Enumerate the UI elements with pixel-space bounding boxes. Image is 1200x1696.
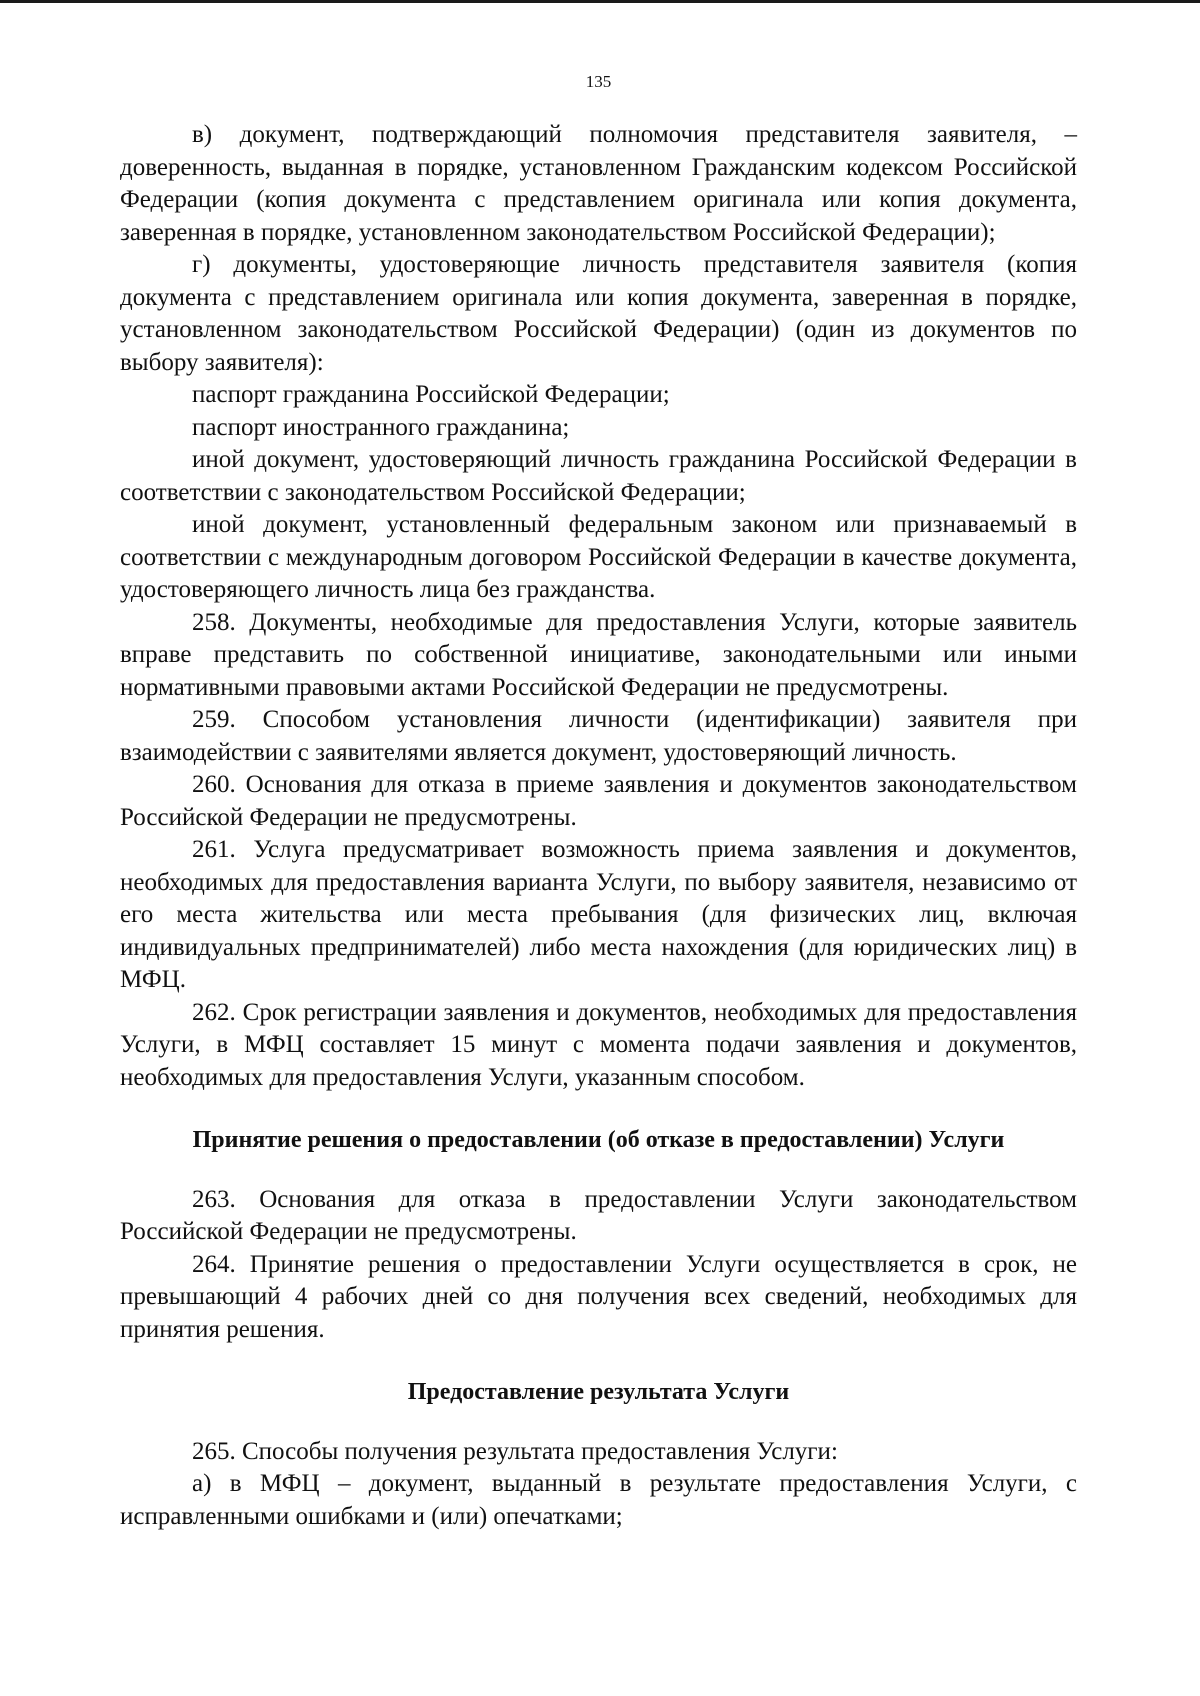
list-item-passport-rf: паспорт гражданина Российской Федерации; (192, 381, 670, 408)
document-body (120, 119, 1077, 1533)
paragraph-265: 265. Способы получения результата предоставления Услуги: (192, 1437, 838, 1465)
list-item-other-id-stateless: иной документ, установленный федеральным законом или признаваемый в соответствии с международным договором Российской Федерации в качестве документа, удостоверяющего личность лица без гражданства. (120, 511, 1077, 603)
section-heading-decision: Принятие решения о предоставлении (об отказе в предоставлении) Услуги (192, 1127, 1005, 1153)
list-item-other-id-rf: иной документ, удостоверяющий личность гражданина Российской Федерации в соответствии с законодательством Российской Федерации; (120, 446, 1077, 506)
paragraph-263: 263. Основания для отказа в предоставлении Услуги законодательством Российской Федерации не предусмотрены. (120, 1185, 1077, 1245)
paragraph-264: 264. Принятие решения о предоставлении Услуги осуществляется в срок, не превышающий 4 рабочих дней со дня получения всех сведений, необходимых для принятия решения. (120, 1250, 1077, 1343)
paragraph-265-a: а) в МФЦ – документ, выданный в результате предоставления Услуги, с исправленными ошибками и (или) опечатками; (120, 1470, 1077, 1530)
paragraph-262: 262. Срок регистрации заявления и документов, необходимых для предоставления Услуги, в МФЦ составляет 15 минут с момента подачи заявления и документов, необходимых для предоставления Услуги, указанным способом. (120, 998, 1077, 1091)
paragraph-v-power-of-attorney: в) документ, подтверждающий полномочия представителя заявителя, – доверенность, выданная в порядке, установленном Гражданским кодексом Российской Федерации (копия документа с представлением оригинала или копия документа, заверенная в порядке, установленном законодательством Российской Федерации); (120, 121, 1077, 246)
section-heading-result: Предоставление результата Услуги (407, 1379, 790, 1405)
list-item-foreign-passport: паспорт иностранного гражданина; (192, 413, 570, 441)
top-edge-rule (0, 0, 1200, 3)
paragraph-260: 260. Основания для отказа в приеме заявления и документов законодательством Российской Федерации не предусмотрены. (120, 771, 1077, 831)
paragraph-g-identity-documents: г) документы, удостоверяющие личность представителя заявителя (копия документа с представлением оригинала или копия документа, заверенная в порядке, установленном законодательством Российской Федерации) (один из документов по выбору заявителя): (120, 251, 1077, 376)
paragraph-258: 258. Документы, необходимые для предоставления Услуги, которые заявитель вправе представить по собственной инициативе, законодательными или иными нормативными правовыми актами Российской Федерации не предусмотрены. (120, 608, 1077, 701)
page-number: 135 (585, 72, 612, 91)
paragraph-259: 259. Способом установления личности (идентификации) заявителя при взаимодействии с заявителями является документ, удостоверяющий личность. (120, 706, 1077, 766)
paragraph-261: 261. Услуга предусматривает возможность приема заявления и документов, необходимых для предоставления варианта Услуги, по выбору заявителя, независимо от его места жительства или места пребывания (для физических лиц, включая индивидуальных предпринимателей) либо места нахождения (для юридических лиц) в МФЦ. (120, 836, 1077, 993)
